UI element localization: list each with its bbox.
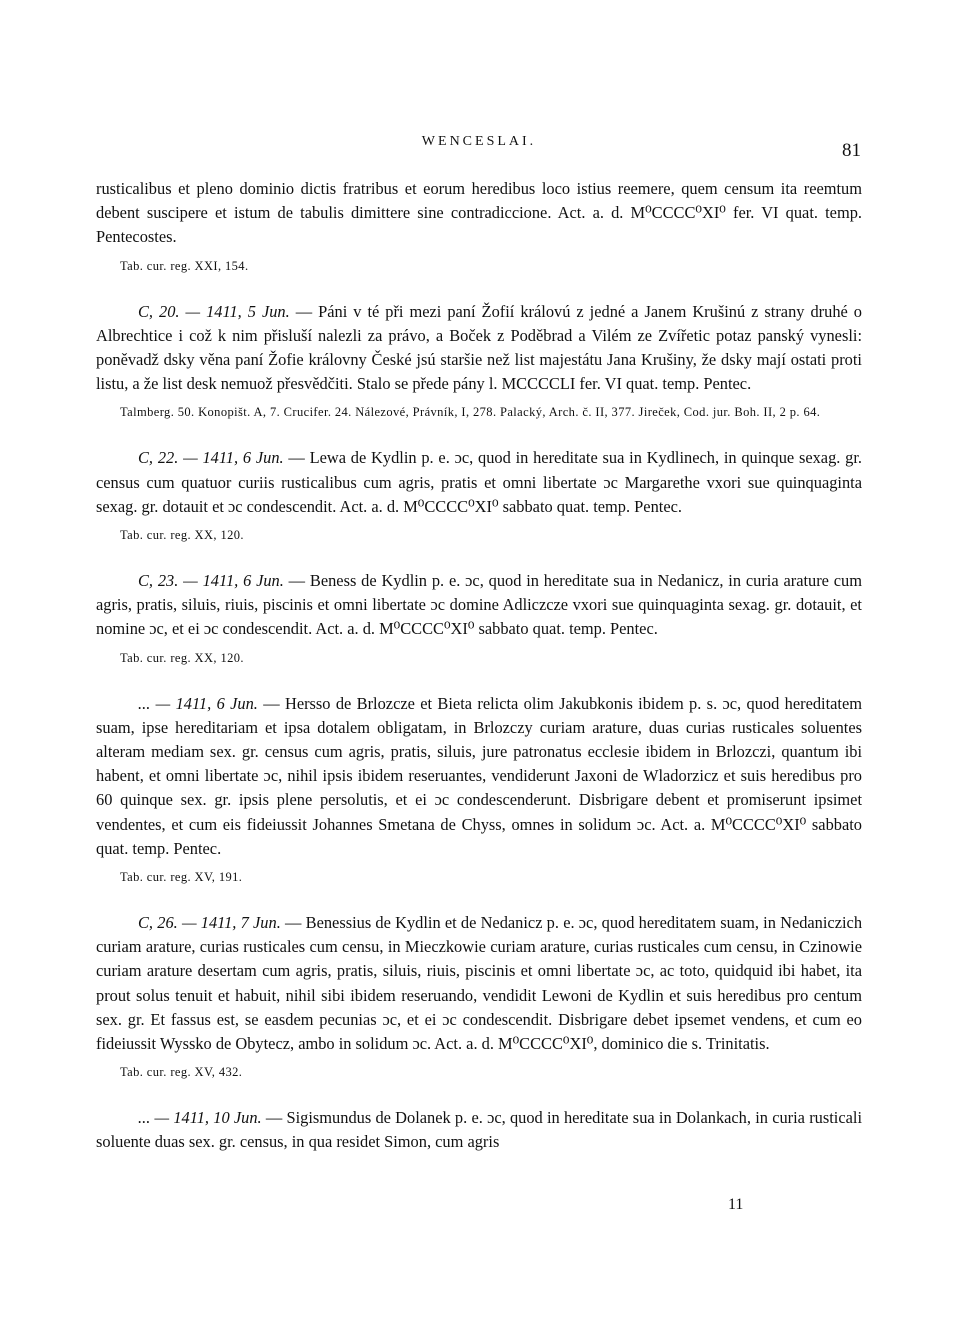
- entry-body: — Páni v té při mezi paní Žofií královú z jedné a Janem Krušinú z strany druhé o Albrechtice i což k nim přisluší nalezli za právo, a Boček z Poděbrad a Vilém ze Zvířetic potaz panský vynesli: poněvadž dsky věna paní Žofie královny České jsú staršie než list majestátu Jana Krušiny, že dsky mají ostati proti listu, a že list desk nemuož přesvědčiti. Stalo se přede pány l. MCCCCLI fer. VI quat. temp. Pentec.: [96, 301, 862, 394]
- entry-c23: [96, 569, 862, 668]
- entry-body: — Benessius de Kydlin et de Nedanicz p. e. ɔc, quod hereditatem suam, in Nedaniczich curiam arature, curias rusticales cum censu, in Mieczkowie curiam arature, curias rusticales cum censu, in Czinowie curiam arature desertam cum agris, pratis, siluis, riuis, piscinis et omni libertate ɔc, ac toto, quidquid ibi habet, ita prout solus tenuit et habuit, nihil sibi ibidem reseruando, vendidit Lewoni de Kydlin et suis heredibus pro centum sex. gr. Et fassus est, se easdem pecunias ɔc, et ei ɔc condescendit. Disbrigare debet ipsemet vendens, et cum eo fideiussit Wyssko de Obytecz, ambo in solidum ɔc. Act. a. d. M⁰CCCC⁰XI⁰, dominico die s. Trinitatis.: [96, 913, 863, 1054]
- entry-source: Talmberg. 50. Konopišt. A, 7. Crucifer. 24. Nálezové, Právník, I, 278. Palacký, Arch. č. II, 377. Jireček, Cod. jur. Boh. II, 2 p. 64.: [120, 405, 821, 420]
- entry-c22: [96, 446, 862, 545]
- document-body: [96, 177, 862, 1155]
- entry-text: [96, 911, 862, 1056]
- entry-text: [96, 692, 862, 861]
- entry-c26: [96, 911, 862, 1082]
- entry-source: Tab. cur. reg. XV, 191.: [120, 870, 243, 885]
- entry-body: — Hersso de Brlozcze et Bieta relicta olim Jakubkonis ibidem p. s. ɔc, quod hereditatem suam, ipse hereditariam et ipsa dotalem obligatam, in Brlozczy curiam arature, duas curias rusticales soluentes alteram mediam sex. gr. census cum agris, pratis, siluis, jure patronatus ecclesie ibidem in Brlozczi, quantum ibi habent, et omni libertate ɔc, nihil ipsis ibidem reseruantes, vendiderunt Jaxoni de Wladorzicz et suis heredibus pro 60 quinque sex. gr. ipsis plene persolutis, et ei ɔc condescenderunt. Disbrigare debent et promiserunt ipsimet vendentes, et cum eis fideiussit Johannes Smetana de Chyss, omnes in solidum ɔc. Act. a. M⁰CCCC⁰XI⁰ sabbato quat. temp. Pentec.: [96, 693, 862, 858]
- signature-mark: 11: [728, 1196, 744, 1213]
- entry-sigismundus: [96, 1106, 862, 1154]
- running-head: WENCESLAI.: [421, 134, 537, 149]
- entry-text: [96, 300, 862, 397]
- entry-header: C, 22. — 1411, 6 Jun.: [138, 448, 284, 468]
- entry-body: — Lewa de Kydlin p. e. ɔc, quod in hereditate sua in Kydlinech, in quinque sexag. gr. census cum quatuor curiis rusticalibus cum agris, pratis et omni libertate ɔc Margarethe vxori sue quinquaginta sexag. gr. dotauit et ɔc condescendit. Act. a. d. M⁰CCCC⁰XI⁰ sabbato quat. temp. Pentec.: [96, 448, 862, 516]
- entry-c20: [96, 300, 862, 423]
- entry-source: Tab. cur. reg. XX, 120.: [120, 650, 244, 665]
- entry-body: — Beness de Kydlin p. e. ɔc, quod in hereditate sua in Nedanicz, in curia arature cum agris, pratis, siluis, riuis, piscinis et omni libertate ɔc domine Adliczcze vxori sue quinquaginta sexag. gr. dotauit, et nomine ɔc, et ei ɔc condescendit. Act. a. d. M⁰CCCC⁰XI⁰ sabbato quat. temp. Pentec.: [96, 571, 863, 639]
- entry-body: — Sigismundus de Dolanek p. e. ɔc, quod in hereditate sua in Dolankach, in curia rusticali soluente duas sex. gr. census, in qua residet Simon, cum agris: [96, 1108, 862, 1152]
- entry-source: Tab. cur. reg. XV, 432.: [120, 1065, 243, 1080]
- intro-text: rusticalibus et pleno dominio dictis fratribus et eorum heredibus loco istius reemere, quem censum ita reemtum debent suscipere et istum de tabulis dimittere sine contradiccione. Act. a. d. M⁰CCCC⁰XI⁰ fer. VI quat. temp. Pentecostes.: [96, 179, 862, 247]
- entry-header: C, 23. — 1411, 6 Jun.: [138, 571, 284, 591]
- entry-hersso: [96, 692, 862, 887]
- entry-source: Tab. cur. reg. XX, 120.: [120, 528, 244, 543]
- intro-entry: [96, 177, 862, 276]
- entry-text: [96, 569, 862, 642]
- intro-source: Tab. cur. reg. XXI, 154.: [120, 258, 249, 273]
- entry-header: ... — 1411, 6 Jun.: [138, 693, 258, 713]
- entry-text: [96, 446, 862, 519]
- entry-text: [96, 1106, 862, 1154]
- entry-header: ... — 1411, 10 Jun.: [138, 1108, 262, 1128]
- entry-header: C, 20. — 1411, 5 Jun.: [138, 301, 290, 321]
- page-number: 81: [842, 140, 861, 161]
- entry-header: C, 26. — 1411, 7 Jun.: [138, 913, 281, 933]
